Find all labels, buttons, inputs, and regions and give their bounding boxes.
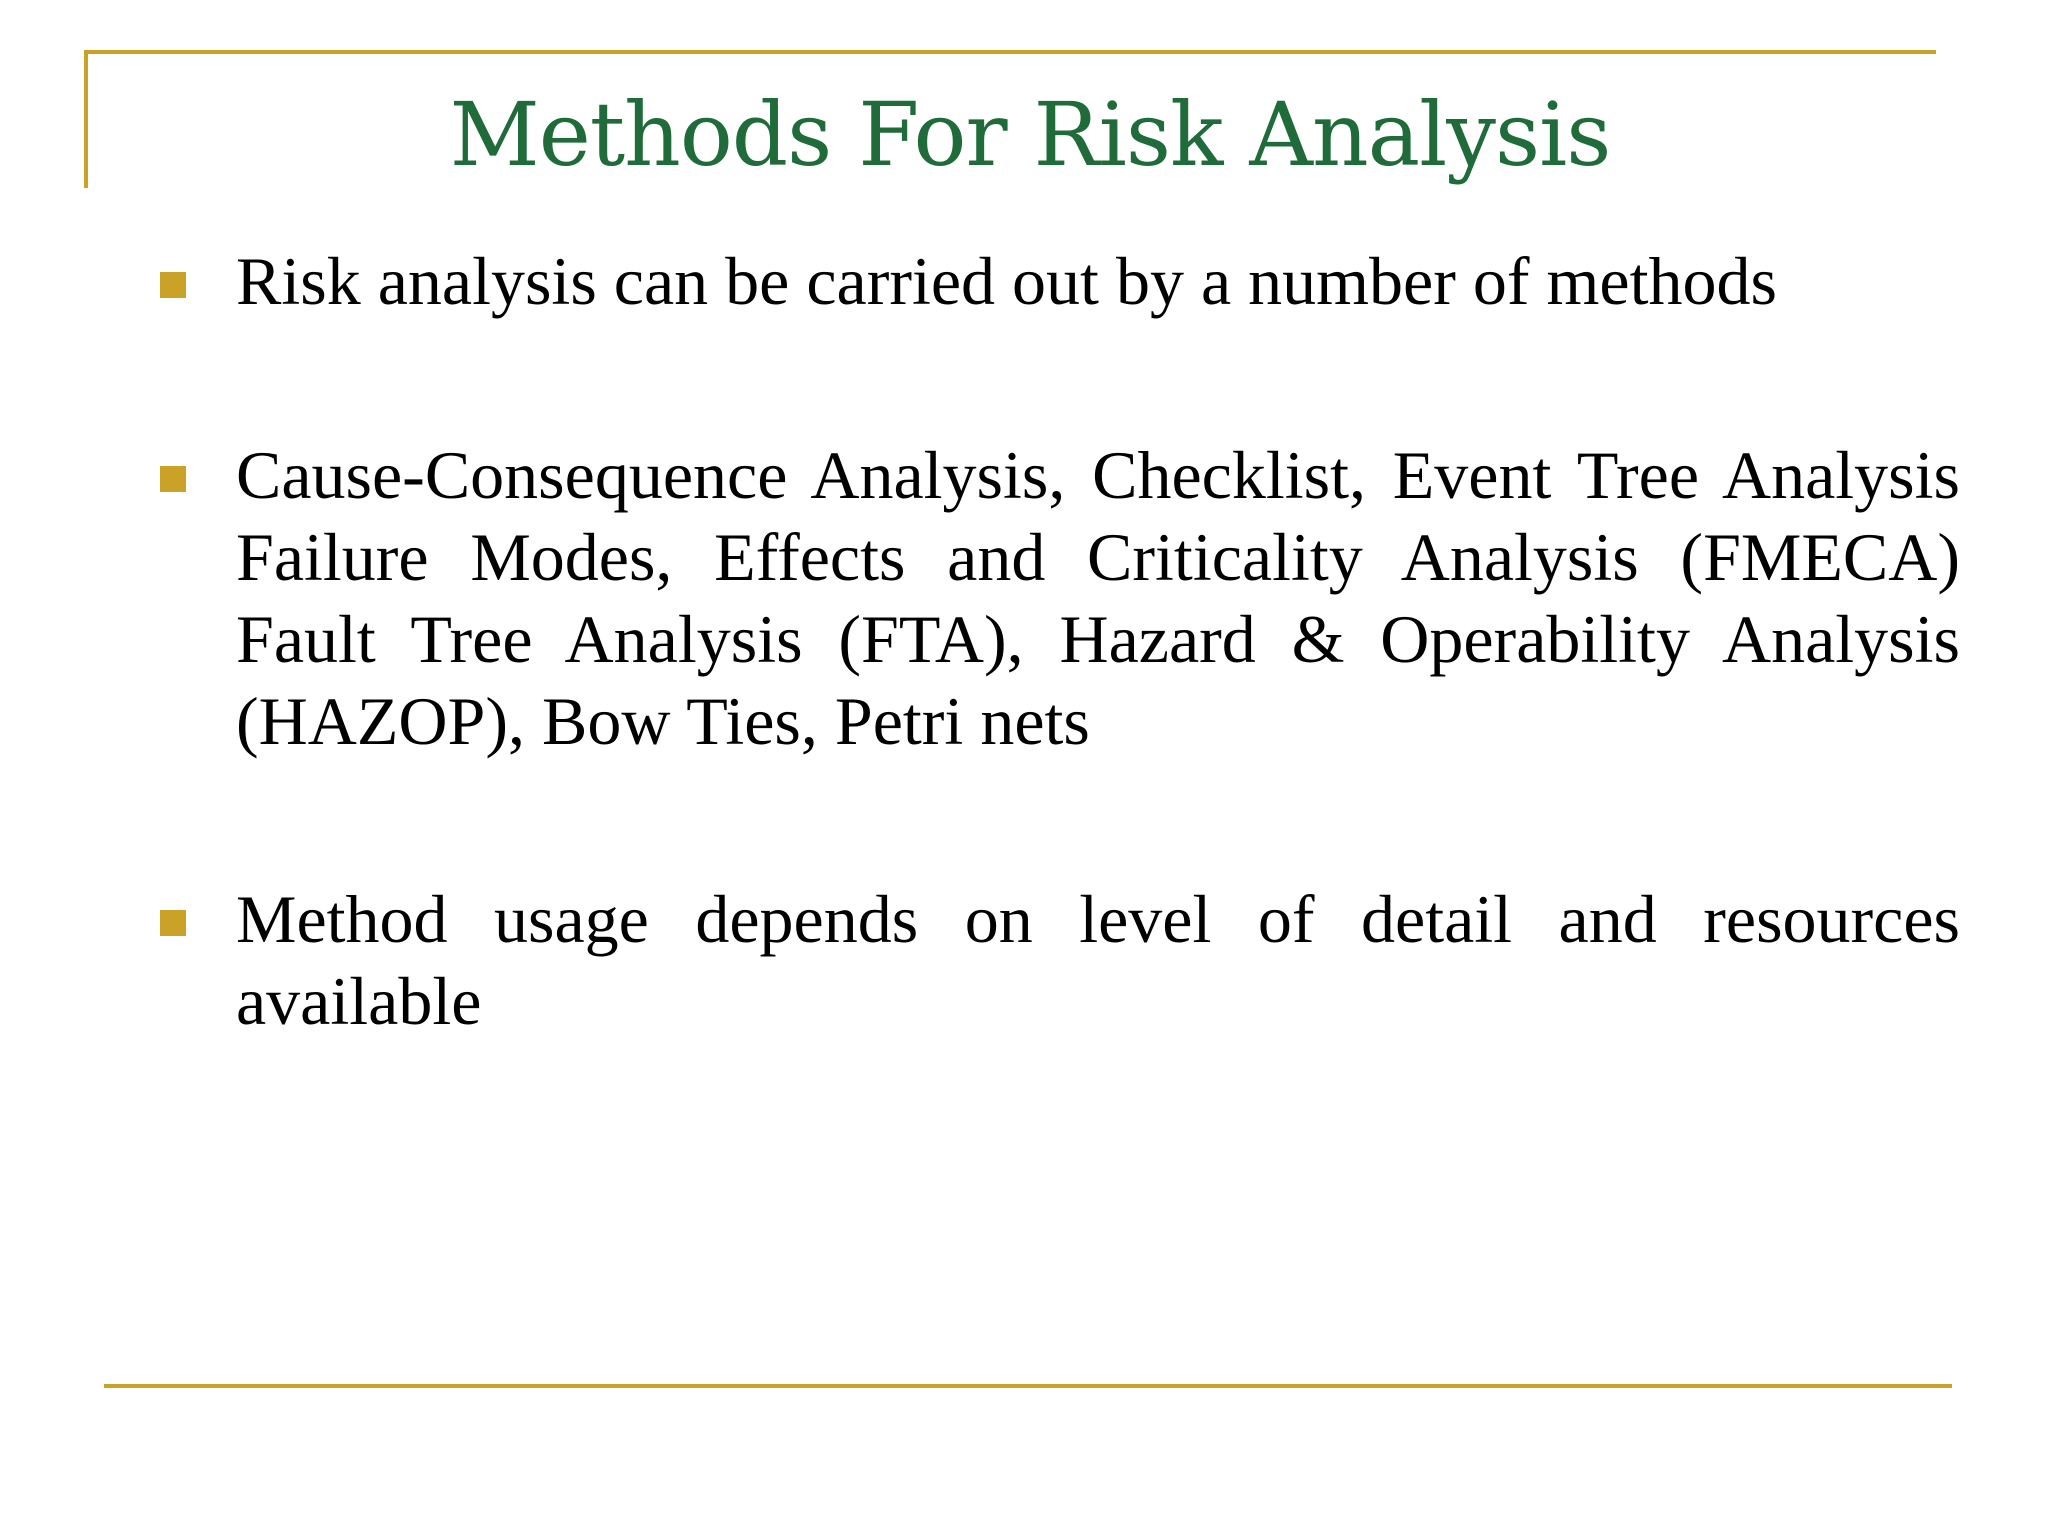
square-bullet-icon [160, 466, 186, 492]
top-accent-rule [84, 50, 1936, 54]
bullet-text: Method usage depends on level of detail and resources available [236, 881, 1960, 1039]
bottom-accent-rule [104, 1384, 1952, 1388]
square-bullet-icon [160, 910, 186, 936]
bullet-text: Cause-Consequence Analysis, Checklist, Event Tree Analysis Failure Modes, Effects and Criticality Analysis (FMECA) Fault Tree Analysis (FTA), Hazard & Operability Analysis (HAZOP), Bow Ties, Petri nets [236, 437, 1960, 759]
slide-title: Methods For Risk Analysis [449, 83, 1611, 186]
square-bullet-icon [160, 272, 186, 298]
bullet-text: Risk analysis can be carried out by a number of methods [236, 243, 1777, 319]
left-accent-rule [84, 50, 88, 188]
